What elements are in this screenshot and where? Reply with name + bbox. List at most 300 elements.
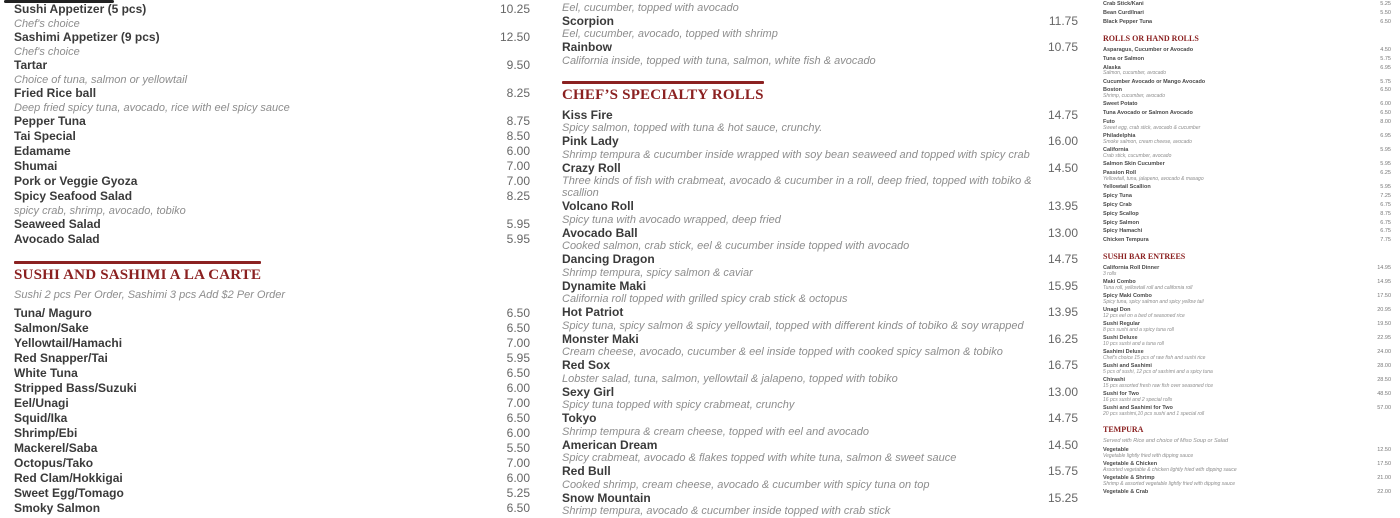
item-price: 6.50 — [506, 320, 530, 335]
item-price: 13.95 — [1047, 305, 1078, 319]
item-name: Stripped Bass/Suzuki — [14, 380, 137, 395]
menu-item-row — [562, 492, 1078, 518]
specialty-rolls-section — [562, 81, 1078, 518]
menu-item-row — [1103, 293, 1391, 304]
menu-item-text — [562, 465, 1048, 491]
item-desc: spicy crab, shrimp, avocado, tobiko — [14, 204, 186, 217]
item-price: 16.75 — [1047, 358, 1078, 372]
item-name: Scorpion — [562, 13, 615, 28]
item-name: Spicy Salmon — [1103, 219, 1140, 226]
specialty-rolls-title: CHEF’S SPECIALTY ROLLS — [562, 86, 764, 103]
item-price: 21.00 — [1377, 475, 1391, 482]
item-name: Alaska — [1103, 64, 1121, 71]
menu-item-row — [1103, 170, 1391, 181]
item-name: Sashimi Deluxe — [1103, 349, 1144, 356]
menu-item-text — [14, 31, 500, 58]
item-price: 7.00 — [506, 335, 530, 350]
item-name: Dynamite Maki — [562, 278, 647, 293]
menu-item-text — [1103, 56, 1380, 62]
item-price: 5.95 — [1380, 161, 1391, 168]
menu-item-row — [14, 87, 530, 114]
menu-item-row — [1103, 10, 1391, 16]
menu-item-text — [1103, 202, 1380, 208]
menu-item-text — [562, 306, 1048, 332]
item-desc: 20 pcs sashimi,10 pcs sushi and 1 special roll — [1103, 410, 1205, 417]
item-price: 14.75 — [1047, 252, 1078, 266]
menu-item-row — [1103, 321, 1391, 332]
menu-item-row — [1103, 279, 1391, 290]
menu-item-row — [1103, 79, 1391, 85]
item-name: Vegetable & Chicken — [1103, 461, 1158, 468]
item-price: 12.50 — [499, 30, 530, 44]
item-name: Red Snapper/Tai — [14, 350, 108, 365]
item-name: Hot Patriot — [562, 305, 624, 319]
item-price: 8.75 — [506, 114, 530, 128]
item-desc: Shrimp tempura, spicy salmon & caviar — [562, 266, 753, 279]
item-desc: Crab stick, cucumber, avocado — [1103, 152, 1172, 159]
item-name: Crab Stick/Kani — [1103, 1, 1144, 7]
item-price: 15.75 — [1047, 464, 1078, 478]
menu-item-row — [1103, 220, 1391, 226]
menu-item-row — [562, 333, 1078, 359]
menu-item-row — [562, 280, 1078, 306]
menu-item-row — [1103, 475, 1391, 486]
item-price: 8.25 — [506, 86, 530, 100]
item-price: 17.50 — [1377, 461, 1391, 468]
menu-item-row — [14, 337, 530, 351]
cutoff-item-row — [562, 1, 1078, 14]
item-price: 22.95 — [1377, 335, 1391, 342]
item-name: Spicy Scallop — [1103, 210, 1139, 217]
item-price: 5.50 — [506, 440, 530, 455]
item-price: 9.50 — [506, 58, 530, 72]
menu-item-row — [1103, 237, 1391, 243]
menu-item-row — [562, 200, 1078, 226]
item-name: Chirashi — [1103, 377, 1126, 384]
menu-item-row — [562, 41, 1078, 67]
item-desc: Deep fried spicy tuna, avocado, rice with eel spicy sauce — [14, 101, 290, 114]
menu-item-text — [562, 162, 1048, 200]
item-desc: Shrimp, cucumber, avocado — [1103, 92, 1165, 99]
item-name: Salmon/Sake — [14, 320, 89, 335]
menu-item-text — [14, 233, 507, 247]
item-price: 6.50 — [506, 410, 530, 425]
item-price: 6.75 — [1380, 228, 1391, 235]
menu-item-row — [562, 253, 1078, 279]
item-price: 14.50 — [1047, 437, 1078, 452]
menu-item-row — [1103, 193, 1391, 199]
left-column — [14, 0, 530, 517]
menu-item-row — [1103, 161, 1391, 167]
item-desc: Shrimp tempura & cream cheese, topped with eel and avocado — [562, 425, 869, 438]
item-price: 6.00 — [506, 380, 530, 395]
item-name: Vegetable — [1103, 447, 1129, 454]
menu-item-text — [14, 487, 507, 501]
item-desc: Assorted vegetable & chicken lightly fried with dipping sauce — [1103, 466, 1237, 473]
menu-item-text — [14, 397, 507, 411]
item-price: 17.50 — [1377, 293, 1391, 300]
menu-item-row — [562, 162, 1078, 200]
item-name: Tuna/ Maguro — [14, 305, 92, 320]
item-desc: 16 pcs sushi and 2 special rolls — [1103, 396, 1173, 403]
item-name: Philadelphia — [1103, 133, 1136, 140]
item-desc: Shrimp tempura, avocado & cucumber inside topped with crab stick — [562, 505, 891, 517]
menu-item-text — [1103, 293, 1377, 304]
item-price: 5.75 — [1380, 78, 1391, 85]
item-price: 7.75 — [1380, 237, 1391, 244]
item-desc: Yellowtail, tuna, jalapeno, avocado & masago — [1103, 175, 1204, 182]
menu-item-row — [14, 322, 530, 336]
item-price: 8.75 — [1380, 210, 1391, 217]
menu-item-text — [562, 492, 1048, 518]
menu-item-text — [1103, 19, 1380, 25]
menu-item-row — [14, 31, 530, 58]
item-price: 28.50 — [1377, 377, 1391, 384]
menu-item-row — [14, 382, 530, 396]
menu-item-row — [562, 15, 1078, 41]
menu-item-text — [14, 427, 507, 441]
item-name: Sexy Girl — [562, 384, 615, 399]
tempura-subtitle: Served with Rice and choice of Miso Soup or Salad — [1103, 438, 1229, 445]
item-desc: Spicy crabmeat, avocado & flakes topped with white tuna, salmon & sweet sauce — [562, 452, 957, 464]
menu-item-text — [14, 307, 507, 321]
menu-item-row — [1103, 184, 1391, 190]
item-price: 11.75 — [1048, 13, 1078, 28]
item-name: Mackerel/Saba — [14, 440, 98, 455]
menu-item-row — [14, 175, 530, 189]
appetizers-list — [14, 3, 530, 247]
item-price: 12.50 — [1377, 447, 1391, 454]
item-name: Vegetable & Shrimp — [1103, 475, 1155, 482]
menu-item-text — [14, 59, 507, 86]
item-name: Edamame — [14, 144, 71, 158]
item-price: 6.00 — [1380, 101, 1391, 108]
menu-item-text — [14, 145, 507, 159]
item-price: 16.25 — [1047, 331, 1078, 346]
menu-item-text — [1103, 279, 1377, 290]
item-price: 6.75 — [1380, 219, 1391, 226]
specialty-rolls-list — [562, 109, 1078, 518]
item-name: Passion Roll — [1103, 170, 1137, 177]
menu-item-text — [14, 412, 507, 426]
item-price: 6.00 — [506, 144, 530, 158]
item-desc: 5 pcs of sushi, 12 pcs of sashimi and a spicy tuna — [1103, 368, 1213, 375]
menu-item-row — [1103, 65, 1391, 76]
item-price: 15.25 — [1047, 490, 1078, 505]
menu-item-text — [14, 160, 507, 174]
item-desc: California inside, topped with tuna, salmon, white fish & avocado — [562, 54, 876, 67]
menu-item-text — [14, 502, 507, 516]
menu-item-row — [562, 227, 1078, 253]
item-name: Cucumber Avocado or Mango Avocado — [1103, 78, 1206, 85]
a-la-carte-title: SUSHI AND SASHIMI A LA CARTE — [14, 266, 262, 283]
item-desc: Spicy tuna topped with spicy crabmeat, crunchy — [562, 399, 795, 411]
item-price: 13.00 — [1047, 384, 1078, 399]
menu-item-row — [14, 190, 530, 217]
item-desc: Vegetable lightly fried with dipping sauce — [1103, 452, 1194, 459]
item-name: California — [1103, 147, 1129, 154]
item-price: 5.75 — [1380, 55, 1391, 62]
item-name: Seaweed Salad — [14, 217, 101, 231]
item-price: 6.50 — [506, 305, 530, 320]
item-name: Sashimi Appetizer (9 pcs) — [14, 30, 160, 44]
menu-item-row — [14, 3, 530, 30]
menu-item-text — [1103, 335, 1377, 346]
menu-item-text — [1103, 161, 1380, 167]
item-name: Snow Mountain — [562, 490, 651, 505]
item-name: Fried Rice ball — [14, 86, 97, 100]
menu-item-text — [1103, 391, 1377, 402]
item-price: 6.50 — [506, 500, 530, 515]
menu-item-row — [14, 145, 530, 159]
item-price: 20.95 — [1377, 307, 1391, 314]
item-name: Squid/Ika — [14, 410, 68, 425]
menu-item-row — [562, 386, 1078, 412]
menu-item-row — [1103, 307, 1391, 318]
menu-item-text — [1103, 461, 1377, 472]
item-name: Yellowtail/Hamachi — [14, 335, 123, 350]
item-name: Smoky Salmon — [14, 500, 101, 515]
item-price: 8.50 — [506, 129, 530, 143]
item-name: Red Clam/Hokkigai — [14, 470, 123, 485]
item-price: 6.50 — [1380, 110, 1391, 117]
item-name: Kiss Fire — [562, 107, 613, 122]
item-name: Spicy Hamachi — [1103, 228, 1143, 235]
menu-item-text — [1103, 87, 1380, 98]
menu-item-text — [1103, 475, 1377, 486]
menu-item-row — [1103, 461, 1391, 472]
menu-item-row — [14, 218, 530, 232]
item-name: Sushi for Two — [1103, 391, 1139, 398]
item-name: American Dream — [562, 437, 658, 452]
menu-item-row — [1103, 228, 1391, 234]
item-price: 13.00 — [1047, 225, 1078, 240]
menu-item-text — [562, 135, 1048, 161]
item-name: Monster Maki — [562, 331, 639, 346]
item-name: Crazy Roll — [562, 160, 621, 175]
item-price: 7.00 — [506, 395, 530, 410]
item-price: 6.00 — [506, 470, 530, 485]
menu-item-text — [1103, 377, 1377, 388]
menu-item-text — [562, 253, 1048, 279]
item-name: Spicy Seafood Salad — [14, 189, 133, 203]
item-name: Sushi Deluxe — [1103, 335, 1138, 342]
menu-item-row — [14, 442, 530, 456]
menu-item-text — [562, 386, 1048, 412]
item-price: 28.00 — [1377, 363, 1391, 370]
item-price: 5.95 — [506, 232, 530, 246]
item-desc: 10 pcs sushi and a tuna roll — [1103, 340, 1164, 347]
menu-item-text — [1103, 211, 1380, 217]
menu-item-row — [562, 135, 1078, 161]
menu-item-row — [14, 352, 530, 366]
item-price: 6.50 — [1380, 87, 1391, 94]
menu-item-row — [14, 160, 530, 174]
menu-item-row — [1103, 265, 1391, 276]
right-top-list — [1103, 1, 1391, 25]
item-price: 10.75 — [1047, 40, 1078, 54]
menu-item-row — [14, 427, 530, 441]
menu-item-row — [1103, 119, 1391, 130]
item-name: Pepper Tuna — [14, 114, 86, 128]
item-name: Spicy Crab — [1103, 201, 1132, 208]
item-price: 5.95 — [1380, 184, 1391, 191]
item-name: Sushi and Sashimi for Two — [1103, 405, 1173, 412]
menu-item-row — [562, 359, 1078, 385]
item-desc: Spicy tuna, spicy salmon & spicy yellowtail, topped with different kinds of tobiko & soy wrapped — [562, 319, 1024, 332]
item-price: 6.95 — [1380, 64, 1391, 71]
header-accent-bar — [14, 261, 261, 264]
item-desc: Three kinds of fish with crabmeat, avocado & cucumber in a roll, deep fried, topped with tobiko & scallion — [562, 175, 1032, 199]
menu-item-row — [14, 367, 530, 381]
menu-item-row — [1103, 101, 1391, 107]
item-desc: Eel, cucumber, topped with avocado — [562, 1, 739, 14]
menu-item-row — [14, 130, 530, 144]
item-name: Yellowtail Scallion — [1103, 184, 1151, 191]
menu-item-text — [14, 352, 507, 366]
menu-item-row — [14, 502, 530, 516]
menu-item-text — [14, 442, 507, 456]
item-price: 57.00 — [1377, 405, 1391, 412]
middle-column — [562, 0, 1078, 518]
item-name: Eel/Unagi — [14, 395, 69, 410]
item-name: Sushi Regular — [1103, 321, 1140, 328]
menu-item-text — [1103, 447, 1377, 458]
menu-item-text — [562, 280, 1048, 306]
item-desc: 3 rolls — [1103, 270, 1117, 277]
item-desc: Cream cheese, avocado, cucumber & eel inside topped with cooked spicy salmon & tobiko — [562, 346, 1003, 358]
menu-item-text — [14, 367, 507, 381]
item-name: Tuna Avocado or Salmon Avocado — [1103, 110, 1193, 117]
item-name: Rainbow — [562, 40, 612, 54]
item-desc: Lobster salad, tuna, salmon, yellowtail & jalapeno, topped with tobiko — [562, 372, 898, 385]
item-price: 5.95 — [1380, 147, 1391, 154]
item-desc: 15 pcs assorted fresh raw fish over seasoned rice — [1103, 382, 1214, 389]
menu-item-row — [562, 465, 1078, 491]
menu-item-text — [1103, 110, 1380, 116]
menu-item-text — [1103, 79, 1380, 85]
item-desc: Shrimp & assorted vegetable lightly fried with dipping sauce — [1103, 480, 1236, 487]
item-desc: Cooked salmon, crab stick, eel & cucumber inside topped with avocado — [562, 240, 910, 252]
menu-item-text — [14, 457, 507, 471]
menu-item-text — [1103, 489, 1377, 495]
menu-item-text — [1103, 101, 1380, 107]
menu-item-row — [1103, 19, 1391, 25]
item-price: 6.25 — [1380, 170, 1391, 177]
item-name: Boston — [1103, 87, 1122, 94]
item-name: Spicy Tuna — [1103, 192, 1132, 199]
menu-item-text — [1103, 220, 1380, 226]
menu-item-text — [1103, 237, 1380, 243]
menu-item-row — [14, 412, 530, 426]
item-name: Pork or Veggie Gyoza — [14, 174, 138, 188]
item-name: Shumai — [14, 159, 58, 173]
menu-item-row — [1103, 377, 1391, 388]
menu-item-text — [1103, 1, 1380, 7]
menu-item-text — [562, 15, 1049, 41]
menu-item-row — [562, 439, 1078, 465]
item-price: 8.00 — [1380, 119, 1391, 126]
menu-item-text — [1103, 133, 1380, 144]
menu-item-text — [562, 412, 1048, 438]
item-name: Avocado Ball — [562, 225, 638, 240]
menu-item-row — [1103, 405, 1391, 416]
menu-item-row — [1103, 87, 1391, 98]
menu-item-row — [14, 115, 530, 129]
menu-item-text — [562, 359, 1048, 385]
menu-item-text — [14, 218, 507, 232]
item-price: 5.25 — [506, 485, 530, 500]
menu-item-row — [1103, 1, 1391, 7]
item-desc: Salmon, cucumber, avocado — [1103, 70, 1167, 77]
menu-item-text — [1103, 228, 1380, 234]
item-price: 16.00 — [1047, 134, 1078, 148]
menu-item-text — [562, 41, 1048, 67]
rolls-hand-rolls-list — [1103, 47, 1391, 244]
item-price: 8.25 — [506, 189, 530, 203]
item-desc: Spicy tuna with avocado wrapped, deep fried — [562, 213, 781, 226]
specialty-rolls-header — [562, 81, 764, 104]
a-la-carte-subtitle: Sushi 2 pcs Per Order, Sashimi 3 pcs Add $2 Per Order — [14, 288, 286, 301]
item-name: White Tuna — [14, 365, 78, 380]
menu-item-row — [1103, 349, 1391, 360]
item-name: Volcano Roll — [562, 199, 634, 213]
a-la-carte-section — [14, 261, 530, 516]
item-price: 14.95 — [1377, 265, 1391, 272]
item-desc: Cooked shrimp, cream cheese, avocado & cucumber with spicy tuna on top — [562, 478, 930, 491]
menu-item-text — [562, 333, 1048, 359]
item-price: 19.50 — [1377, 321, 1391, 328]
menu-item-text — [1103, 265, 1377, 276]
item-name: Pink Lady — [562, 134, 619, 148]
item-name: Shrimp/Ebi — [14, 425, 78, 440]
item-price: 5.50 — [1380, 9, 1391, 16]
menu-item-text — [1103, 170, 1380, 181]
tempura-section — [1103, 425, 1391, 495]
item-price: 14.75 — [1047, 107, 1078, 122]
a-la-carte-header — [14, 261, 261, 284]
item-name: Octopus/Tako — [14, 455, 94, 470]
item-price: 5.95 — [506, 217, 530, 231]
item-name: Tai Special — [14, 129, 76, 143]
item-price: 15.95 — [1047, 278, 1078, 293]
menu-item-row — [562, 412, 1078, 438]
menu-item-text — [1103, 349, 1377, 360]
item-price: 6.75 — [1380, 201, 1391, 208]
menu-item-row — [1103, 363, 1391, 374]
item-desc: Eel, cucumber, avocado, topped with shrimp — [562, 28, 778, 40]
menu-item-text — [1103, 321, 1377, 332]
menu-item-row — [1103, 335, 1391, 346]
item-price: 24.00 — [1377, 349, 1391, 356]
item-price: 22.00 — [1377, 489, 1391, 496]
item-desc: 12 pcs eel on a bed of seasoned rice — [1103, 312, 1185, 319]
menu-item-row — [14, 457, 530, 471]
item-name: Salmon Skin Cucumber — [1103, 161, 1165, 168]
item-price: 10.25 — [499, 2, 530, 16]
menu-item-row — [14, 307, 530, 321]
right-column — [1103, 0, 1391, 498]
menu-item-text — [14, 337, 507, 351]
item-price: 13.95 — [1047, 199, 1078, 213]
menu-item-text — [1103, 405, 1377, 416]
menu-item-text — [14, 87, 507, 114]
item-name: Tokyo — [562, 411, 597, 425]
menu-item-text — [14, 175, 507, 189]
menu-item-text — [562, 439, 1048, 465]
item-desc: Tuna roll, yellowtail roll and california roll — [1103, 284, 1193, 291]
item-desc: Choice of tuna, salmon or yellowtail — [14, 73, 188, 86]
